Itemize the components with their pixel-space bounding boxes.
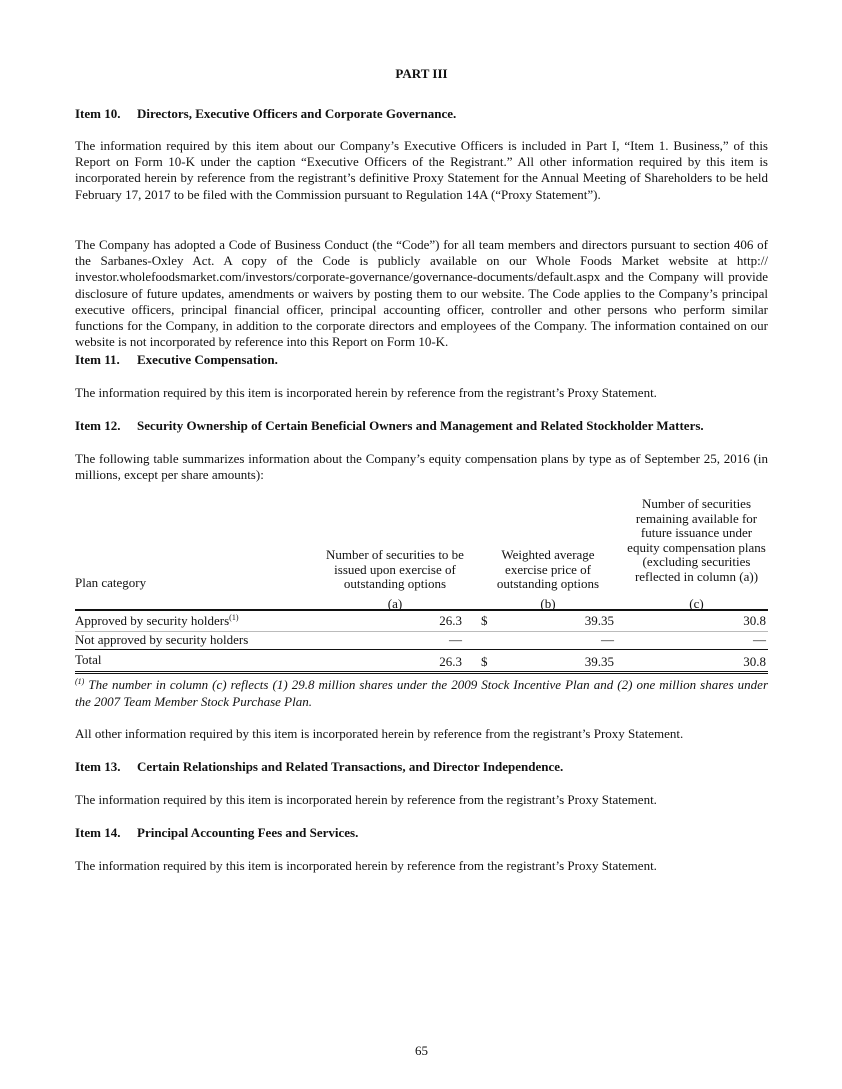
table-row-label: Approved by security holders$^{(1)}$ xyxy=(75,613,239,628)
page-number: 65 xyxy=(415,1043,428,1058)
item13-paragraph: The information required by this item is incorporated herein by reference from the registrant’s Proxy Statement. xyxy=(75,792,657,807)
dollar-sign: $ xyxy=(481,654,488,669)
total-double-rule xyxy=(75,671,768,674)
column-letter-c: (c) xyxy=(689,596,704,611)
footnote-mark: (1) xyxy=(229,613,239,622)
equity-compensation-table xyxy=(75,493,768,678)
table-total-c: 30.8 xyxy=(743,654,766,669)
item10-heading xyxy=(75,106,456,122)
item14-paragraph: The information required by this item is incorporated herein by reference from the registrant’s Proxy Statement. xyxy=(75,858,657,873)
item12-number: Item 12. xyxy=(75,418,121,433)
item14-heading xyxy=(75,825,358,841)
table-footnote: $^{(1)}$ The number in column (c) reflects (1) 29.8 million shares under the 2009 Stock Incentive Plan and (2) one million shares under the 2007 Team Member Stock Purchase Plan. xyxy=(75,677,769,709)
item10-paragraph-1: The information required by this item about our Company’s Executive Officers is included in Part I, “Item 1. Business,” of this Report on Form 10-K under the caption “Executive Officers of the Registrant.” All other information required by this item is incorporated herein by reference from the registrant’s definitive Proxy Statement for the Annual Meeting of Shareholders to be held February 17, 2017 to be filed with the Commission pursuant to Regulation 14A (“Proxy Statement”). xyxy=(75,138,768,202)
item10-title: Directors, Executive Officers and Corporate Governance. xyxy=(137,106,457,121)
item13-heading xyxy=(75,759,563,775)
item13-title: Certain Relationships and Related Transactions, and Director Independence. xyxy=(137,759,564,774)
table-row-label: Not approved by security holders xyxy=(75,632,249,647)
item14-number: Item 14. xyxy=(75,825,121,840)
table-cell-c: 30.8 xyxy=(743,613,766,628)
item12-heading xyxy=(75,418,704,434)
item11-title: Executive Compensation. xyxy=(137,352,278,367)
column-letter-a: (a) xyxy=(387,596,403,611)
header-rule xyxy=(75,609,768,611)
column-header-c: Number of securities remaining available for future issuance under equity compensation plans (excluding securities reflected in column (a)) xyxy=(627,496,766,584)
item14-title: Principal Accounting Fees and Services. xyxy=(137,825,359,840)
table-total-b: 39.35 xyxy=(584,654,614,669)
table-cell-b: — xyxy=(601,632,614,647)
item10-number: Item 10. xyxy=(75,106,121,121)
footnote-mark: (1) xyxy=(75,677,85,686)
table-cell-c: — xyxy=(753,632,766,647)
table-cell-a: — xyxy=(449,632,462,647)
column-header-b: Weighted average exercise price of outstanding options xyxy=(496,547,600,591)
column-header-a: Number of securities to be issued upon exercise of outstanding options xyxy=(326,547,464,591)
item12-intro: The following table summarizes information about the Company’s equity compensation plans by type as of September 25, 2016 (in millions, except per share amounts): xyxy=(75,451,768,483)
item11-heading xyxy=(75,352,278,368)
table-cell-a: 26.3 xyxy=(439,613,462,628)
table-total-a: 26.3 xyxy=(439,654,462,669)
item12-title: Security Ownership of Certain Beneficial Owners and Management and Related Stockholder Matters. xyxy=(137,418,704,433)
column-letter-b: (b) xyxy=(540,596,556,611)
item10-paragraph-2: The Company has adopted a Code of Business Conduct (the “Code”) for all team members and directors pursuant to section 406 of the Sarbanes-Oxley Act. A copy of the Code is publicly available on our Whole Foods Market website at http:// investor.wholefoodsmarket.com/investors/corporate-governance/governance-documents/default.aspx and the Company will provide disclosure of future updates, amendments or waivers by posting them to our website. The Code applies to the Company’s principal executive officers, principal financial officer, principal accounting officer, controller and other persons who perform similar functions for the Company, in addition to the corporate directors and employees of the Company. The information contained on our website is not incorporated by reference into this Report on Form 10-K. xyxy=(75,237,768,350)
part-title: PART III xyxy=(395,66,448,81)
column-header-plan-category: Plan category xyxy=(75,575,147,590)
dollar-sign: $ xyxy=(481,613,488,628)
item11-number: Item 11. xyxy=(75,352,120,367)
total-rule xyxy=(75,649,768,650)
table-cell-b: 39.35 xyxy=(584,613,614,628)
item13-number: Item 13. xyxy=(75,759,121,774)
item12-outro: All other information required by this item is incorporated herein by reference from the registrant’s Proxy Statement. xyxy=(75,726,684,741)
table-total-label: Total xyxy=(75,652,102,667)
item11-paragraph: The information required by this item is incorporated herein by reference from the registrant’s Proxy Statement. xyxy=(75,385,657,400)
